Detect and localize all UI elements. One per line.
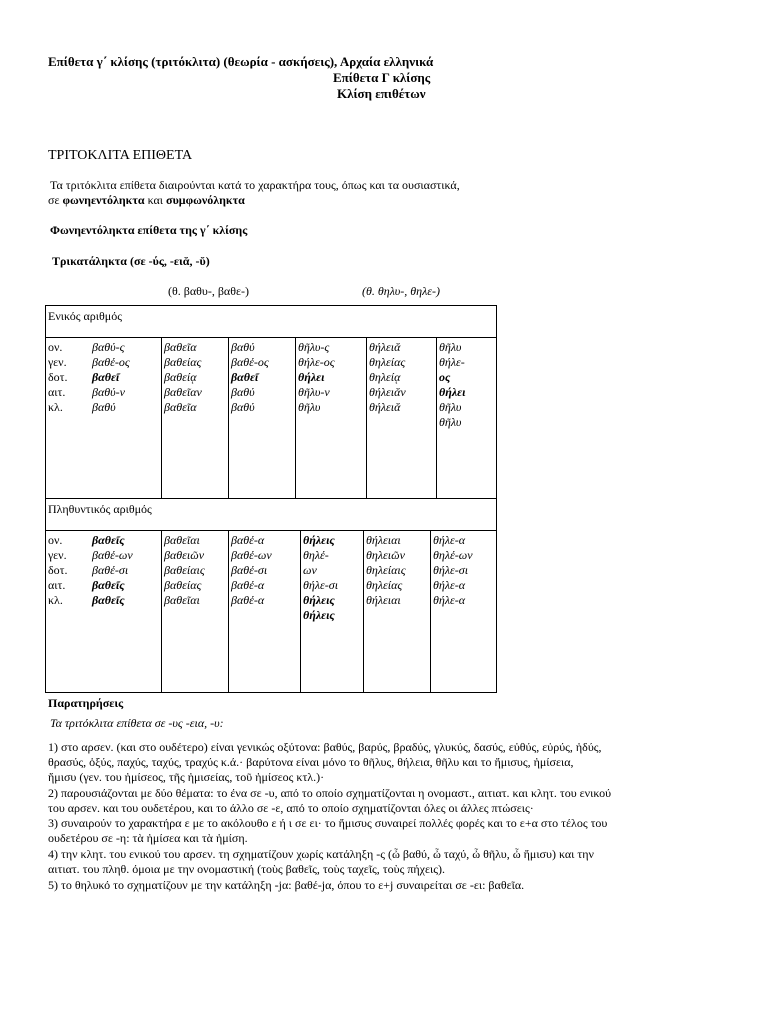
subheading-three-endings: Τρικατάληκτα (σε -ύς, -ειᾰ, -ῠ): [52, 254, 210, 268]
case-label: δοτ.: [48, 563, 68, 577]
form-cell: θήλειᾰν: [369, 385, 406, 399]
bathys-neut-column: [228, 338, 296, 498]
form-cell: βαθεῖαν: [164, 385, 202, 399]
form-cell: θῆλυ-ς: [298, 340, 330, 354]
form-cell: ων: [303, 563, 317, 577]
stem-thelys: (θ. θηλυ-, θηλε-): [362, 284, 440, 298]
note-line: 3) συναιρούν το χαρακτήρα ε με το ακόλουθο ε ή ι σε ει· το ἥμισυς συναιρεί πολλές φορές και το ε+α στο τέλος του: [48, 816, 608, 830]
form-cell: θήλειᾰ: [369, 400, 401, 414]
form-cell: θήλει: [439, 385, 466, 399]
form-cell: θήλε-α: [433, 578, 466, 592]
thelys-neut-column: [430, 531, 496, 692]
form-cell: βαθειῶν: [164, 548, 205, 562]
note-line: 2) παρουσιάζονται με δύο θέματα: το ένα σε -υ, από το οποίο σχηματίζονται η ονομαστ., αιτιατ. και κλητ. του ενικού: [48, 786, 612, 800]
note-line: αιτιατ. του πληθ. όμοια με την ονομαστική (τοὺς βαθεῖς, τοὺς ταχεῖς, τοὺς πήχεις).: [48, 862, 446, 876]
thelys-neut-column: [436, 338, 496, 498]
form-cell: βαθεῖαι: [164, 593, 200, 607]
form-cell: θήλε-ος: [298, 355, 335, 369]
note-line: 5) το θηλυκό το σχηματίζουν με την κατάληξη -jα: βαθέ-jα, όπου το ε+j συναιρείται σε -ει: βαθεῖα.: [48, 878, 525, 892]
case-label: ον.: [48, 533, 63, 547]
form-cell: θήλε-σι: [303, 578, 339, 592]
thelys-fem-column: [366, 338, 438, 498]
form-cell: βαθείας: [164, 355, 202, 369]
singular-table: [45, 305, 497, 499]
form-cell: θῆλυ-ν: [298, 385, 330, 399]
case-label: δοτ.: [48, 370, 68, 384]
form-cell: βαθεῖς: [92, 533, 125, 547]
form-cell: θήλειαι: [366, 533, 401, 547]
form-cell: βαθύ-ν: [92, 385, 125, 399]
note-line: 1) στο αρσεν. (και στο ουδέτερο) είναι γενικώς οξύτονα: βαθύς, βαρύς, βραδύς, γλυκύς, δασύς, εὐθύς, εὐρύς, ἡδύς,: [48, 740, 602, 754]
form-cell: θήλε-σι: [433, 563, 469, 577]
thelys-masc-column: [300, 531, 364, 692]
bathys-masc-column: [90, 531, 162, 692]
intro-line2: [48, 193, 245, 208]
form-cell: θήλει: [298, 370, 325, 384]
intro-line1: Τα τριτόκλιτα επίθετα διαιρούνται κατά το χαρακτήρα τους, όπως και τα ουσιαστικά,: [50, 178, 460, 192]
subheading-vowel-stem: Φωνηεντόληκτα επίθετα της γ΄ κλίσης: [50, 223, 248, 237]
form-cell: βαθέ-σι: [231, 563, 268, 577]
form-cell: βαθεῖς: [92, 593, 125, 607]
thelys-fem-column: [363, 531, 431, 692]
form-cell: βαθέ-ος: [231, 355, 269, 369]
intro-text: σε: [48, 193, 63, 207]
form-cell: βαθέ-α: [231, 578, 265, 592]
form-cell: βαθύ: [231, 400, 255, 414]
form-cell: βαθέ-α: [231, 533, 265, 547]
form-cell: βαθεῖα: [164, 340, 197, 354]
note-2: [48, 786, 728, 816]
plural-table: [45, 498, 497, 693]
form-cell: θήλεις: [303, 593, 335, 607]
intro-vowel-stem: φωνηεντόληκτα: [62, 193, 145, 207]
notes-title: Παρατηρήσεις: [48, 696, 124, 710]
form-cell: βαθέ-ων: [92, 548, 133, 562]
form-cell: θήλεις: [303, 533, 335, 547]
form-cell: θήλε-: [439, 355, 465, 369]
form-cell: βαθύ: [231, 340, 255, 354]
form-cell: βαθέ-ων: [231, 548, 272, 562]
form-cell: θηλείαις: [366, 563, 406, 577]
form-cell: θῆλυ: [439, 400, 462, 414]
form-cell: βαθεῖς: [92, 578, 125, 592]
form-cell: θηλείᾳ: [369, 370, 401, 384]
case-label: αιτ.: [48, 385, 66, 399]
intro-consonant-stem: συμφωνόληκτα: [166, 193, 245, 207]
form-cell: ος: [439, 370, 451, 384]
notes-subtitle: Τα τριτόκλιτα επίθετα σε -υς -εια, -υ:: [50, 716, 224, 730]
bathys-fem-column: [161, 338, 229, 498]
form-cell: θηλέ-ων: [433, 548, 473, 562]
bathys-fem-column: [161, 531, 229, 692]
case-label: ον.: [48, 340, 63, 354]
form-cell: θῆλυ: [439, 340, 462, 354]
note-line: ἥμισυ (γεν. του ἡμίσεος, τῆς ἡμισείας, τοῦ ἡμίσεος κτλ.)·: [48, 770, 325, 784]
note-4: [48, 847, 728, 877]
form-cell: θήλε-α: [433, 533, 466, 547]
form-cell: βαθείᾳ: [164, 370, 197, 384]
form-cell: βαθεῖ: [92, 370, 120, 384]
doc-title-line3: Κλίση επιθέτων: [337, 86, 426, 101]
case-label: γεν.: [48, 548, 67, 562]
doc-title-line2: Επίθετα Γ κλίσης: [333, 70, 431, 85]
form-cell: θήλε-α: [433, 593, 466, 607]
form-cell: βαθεῖαι: [164, 533, 200, 547]
note-line: θρασύς, ὀξύς, παχύς, ταχύς, τραχύς κ.ά.· βαρύτονα είναι μόνο το θῆλυς, θήλεια, θῆλυ και το ἥμισυς, ἡμίσεια,: [48, 755, 574, 769]
note-line: 4) την κλητ. του ενικού του αρσεν. τη σχηματίζουν χωρίς κατάληξη -ς (ὦ βαθύ, ὦ ταχύ, ὦ θῆλυ, ὦ ἥμισυ) και την: [48, 847, 594, 861]
form-cell: θηλέ-: [303, 548, 329, 562]
form-cell: θῆλυ: [298, 400, 321, 414]
intro-text: και: [144, 193, 167, 207]
case-label: γεν.: [48, 355, 67, 369]
note-line: ουδετέρου σε -η: τὰ ἡμίσεα και τὰ ἡμίση.: [48, 831, 248, 845]
form-cell: θήλειαι: [366, 593, 401, 607]
stem-bathys: (θ. βαθυ-, βαθε-): [168, 284, 249, 298]
form-cell: βαθύ-ς: [92, 340, 125, 354]
form-cell: θηλείας: [369, 355, 406, 369]
bathys-neut-column: [228, 531, 301, 692]
note-1: [48, 740, 728, 785]
form-cell: θήλειᾰ: [369, 340, 401, 354]
form-cell: θηλειῶν: [366, 548, 405, 562]
singular-label: Ενικός αριθμός: [46, 306, 496, 338]
form-cell: βαθείαις: [164, 563, 205, 577]
form-cell: βαθέ-σι: [92, 563, 129, 577]
form-cell: βαθεῖ: [231, 370, 259, 384]
form-cell: θηλείας: [366, 578, 403, 592]
plural-label: Πληθυντικός αριθμός: [46, 499, 496, 531]
form-cell: βαθέ-ος: [92, 355, 130, 369]
doc-title-line1: Επίθετα γ΄ κλίσης (τριτόκλιτα) (θεωρία - ασκήσεις), Αρχαία ελληνικά: [48, 54, 434, 69]
bathys-masc-column: [90, 338, 162, 498]
section-title: ΤΡΙΤΟΚΛΙΤΑ ΕΠΙΘΕΤΑ: [48, 148, 193, 163]
form-cell: θῆλυ: [439, 415, 462, 429]
case-column: [46, 338, 90, 498]
case-label: αιτ.: [48, 578, 66, 592]
form-cell: θήλεις: [303, 608, 335, 622]
note-line: του αρσεν. και του ουδετέρου, και το άλλο σε -ε, από το οποίο σχηματίζονται όλες οι άλλες πτώσεις·: [48, 801, 534, 815]
note-3: [48, 816, 728, 846]
case-label: κλ.: [48, 400, 63, 414]
note-5: [48, 878, 728, 893]
form-cell: βαθέ-α: [231, 593, 265, 607]
form-cell: βαθύ: [92, 400, 116, 414]
form-cell: βαθεῖα: [164, 400, 197, 414]
case-column: [46, 531, 90, 692]
form-cell: βαθείας: [164, 578, 202, 592]
case-label: κλ.: [48, 593, 63, 607]
thelys-masc-column: [295, 338, 367, 498]
form-cell: βαθύ: [231, 385, 255, 399]
